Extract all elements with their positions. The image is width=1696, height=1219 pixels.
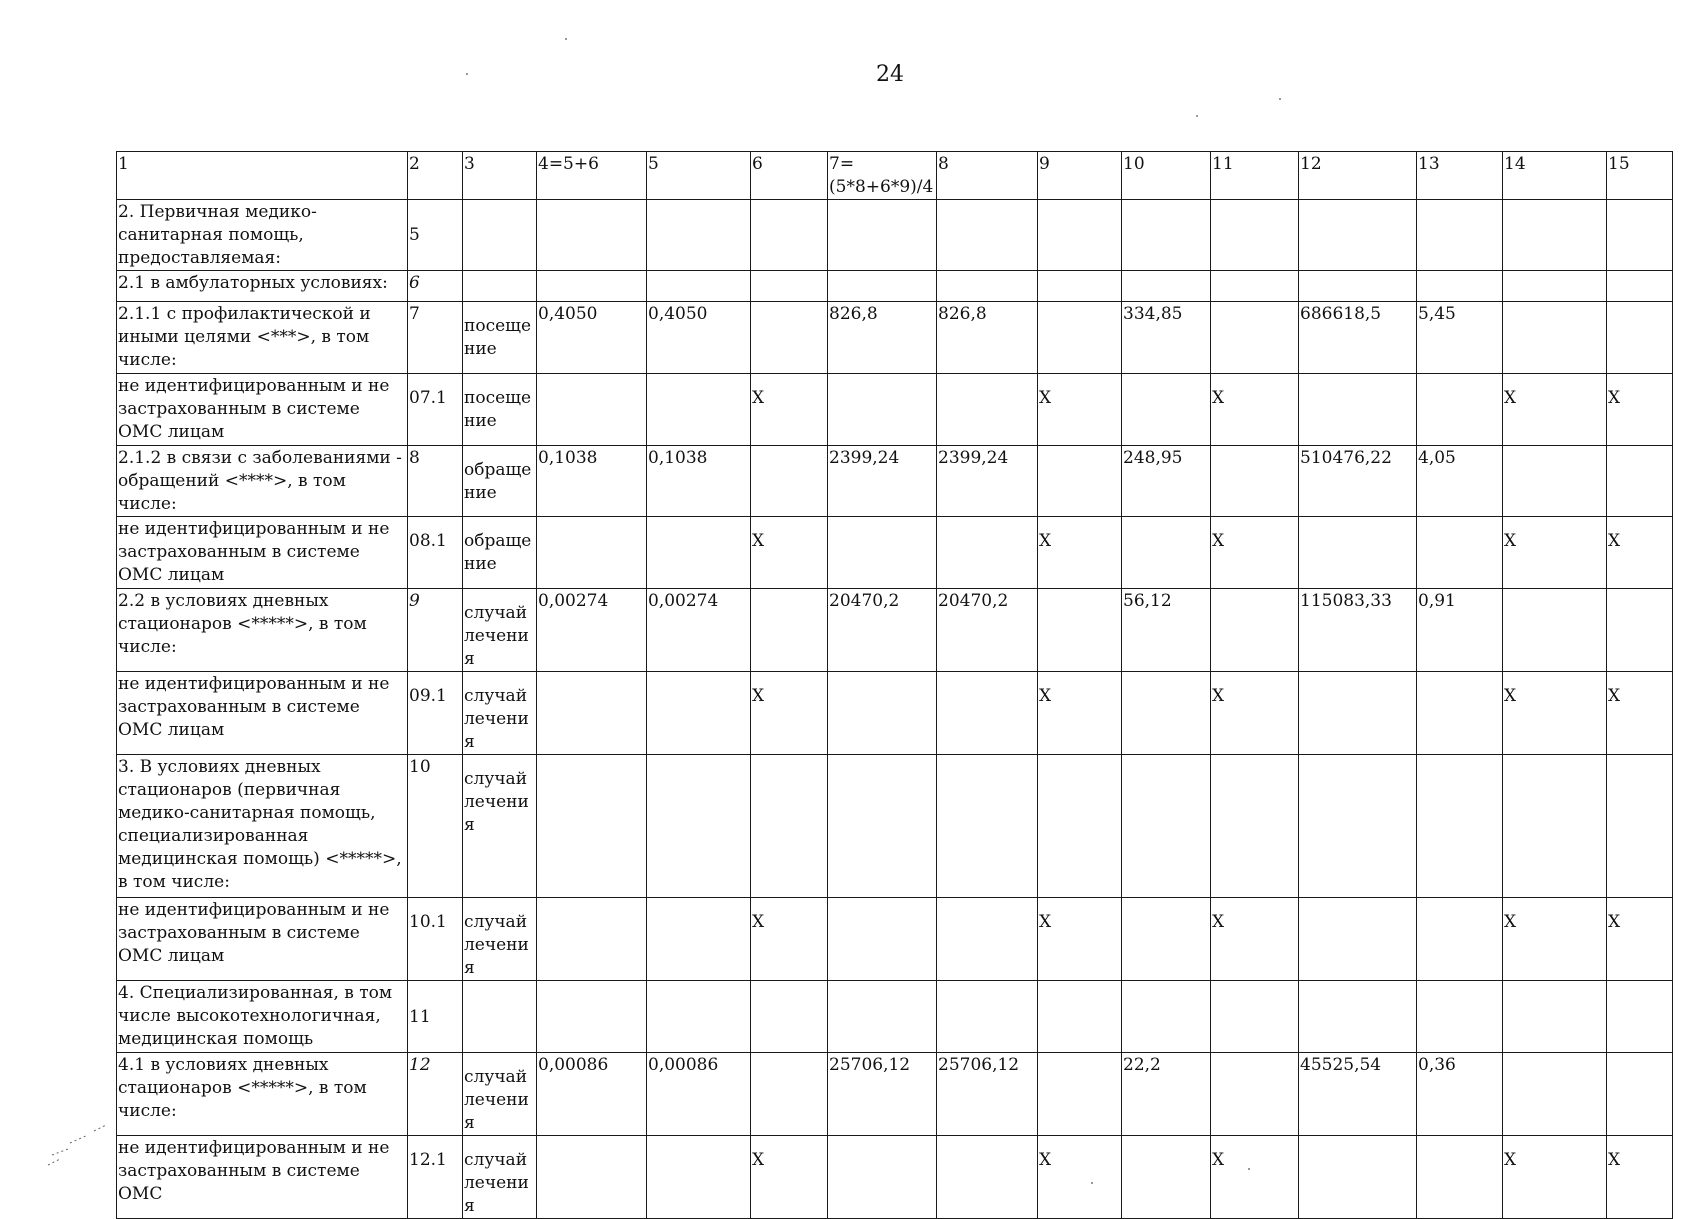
row-code-cell: 09.1	[408, 672, 463, 755]
row-value-cell	[828, 374, 937, 446]
row-unit-cell	[463, 200, 537, 271]
row-value-cell	[1211, 302, 1299, 374]
row-value-cell	[937, 1136, 1038, 1219]
header-cell: 3	[463, 152, 537, 200]
row-name-cell: 3. В условиях дневных стационаров (первичная медико-санитарная помощь, специализированная медицинская помощь) <*****>, в том числе:	[117, 755, 408, 898]
header-cell: 2	[408, 152, 463, 200]
row-value-cell: 0,4050	[537, 302, 647, 374]
row-name-cell: не идентифицированным и не застрахованным в системе ОМС лицам	[117, 898, 408, 981]
row-value-cell	[937, 517, 1038, 589]
table-row	[117, 981, 1673, 1053]
row-value-cell	[937, 898, 1038, 981]
row-value-cell: 5,45	[1417, 302, 1503, 374]
row-value-cell	[828, 517, 937, 589]
row-value-cell: X	[1503, 1136, 1607, 1219]
row-value-cell: X	[1211, 374, 1299, 446]
row-value-cell: X	[1038, 672, 1122, 755]
table-row	[117, 1053, 1673, 1136]
row-value-cell	[1299, 517, 1417, 589]
row-code-cell: 7	[408, 302, 463, 374]
row-value-cell	[1122, 672, 1211, 755]
row-value-cell	[828, 981, 937, 1053]
row-value-cell	[751, 589, 828, 672]
row-unit-cell: случай лечения	[463, 755, 537, 898]
row-value-cell	[647, 981, 751, 1053]
row-value-cell	[537, 517, 647, 589]
row-value-cell: 0,1038	[537, 446, 647, 517]
row-value-cell	[937, 755, 1038, 898]
row-value-cell	[937, 200, 1038, 271]
row-value-cell: 686618,5	[1299, 302, 1417, 374]
row-value-cell: 45525,54	[1299, 1053, 1417, 1136]
row-name-cell: 4. Специализированная, в том числе высокотехнологичная, медицинская помощь	[117, 981, 408, 1053]
table-row	[117, 446, 1673, 517]
row-value-cell: 0,4050	[647, 302, 751, 374]
header-cell: 4=5+6	[537, 152, 647, 200]
row-value-cell	[1038, 271, 1122, 302]
row-value-cell	[828, 898, 937, 981]
row-value-cell	[647, 672, 751, 755]
row-value-cell	[1211, 200, 1299, 271]
row-code-cell: 10	[408, 755, 463, 898]
row-value-cell: 0,91	[1417, 589, 1503, 672]
header-cell: 1	[117, 152, 408, 200]
row-value-cell: X	[1211, 517, 1299, 589]
table-row	[117, 898, 1673, 981]
row-value-cell: 826,8	[828, 302, 937, 374]
row-value-cell	[1503, 589, 1607, 672]
row-value-cell	[647, 517, 751, 589]
row-value-cell	[937, 981, 1038, 1053]
row-value-cell	[1417, 271, 1503, 302]
table-row	[117, 589, 1673, 672]
row-value-cell	[647, 898, 751, 981]
header-cell: 9	[1038, 152, 1122, 200]
row-value-cell	[1503, 446, 1607, 517]
row-value-cell	[1299, 200, 1417, 271]
row-value-cell	[537, 200, 647, 271]
row-value-cell: X	[751, 898, 828, 981]
row-value-cell: 22,2	[1122, 1053, 1211, 1136]
row-value-cell: X	[751, 374, 828, 446]
row-value-cell	[751, 302, 828, 374]
row-value-cell: 20470,2	[828, 589, 937, 672]
row-unit-cell: случай лечения	[463, 898, 537, 981]
row-value-cell	[1122, 271, 1211, 302]
row-name-cell: 2. Первичная медико-санитарная помощь, предоставляемая:	[117, 200, 408, 271]
row-value-cell	[1122, 374, 1211, 446]
row-value-cell	[1607, 271, 1673, 302]
header-cell: 8	[937, 152, 1038, 200]
row-value-cell	[937, 672, 1038, 755]
row-value-cell	[1503, 271, 1607, 302]
row-value-cell: 4,05	[1417, 446, 1503, 517]
row-value-cell	[1038, 446, 1122, 517]
row-value-cell	[537, 981, 647, 1053]
row-value-cell	[1038, 1053, 1122, 1136]
row-unit-cell: случай лечения	[463, 589, 537, 672]
row-value-cell	[1299, 672, 1417, 755]
row-value-cell	[751, 446, 828, 517]
row-unit-cell: случай лечения	[463, 1136, 537, 1219]
row-unit-cell: обращение	[463, 446, 537, 517]
row-value-cell	[1607, 981, 1673, 1053]
row-value-cell: X	[1607, 374, 1673, 446]
header-cell: 6	[751, 152, 828, 200]
row-value-cell: 826,8	[937, 302, 1038, 374]
row-value-cell	[1607, 589, 1673, 672]
row-value-cell	[937, 374, 1038, 446]
row-value-cell	[1607, 755, 1673, 898]
row-value-cell: X	[1211, 1136, 1299, 1219]
row-value-cell	[828, 672, 937, 755]
scan-speck	[466, 73, 468, 75]
row-value-cell	[1417, 672, 1503, 755]
row-value-cell: 56,12	[1122, 589, 1211, 672]
row-code-cell: 10.1	[408, 898, 463, 981]
row-code-cell: 07.1	[408, 374, 463, 446]
scan-speck	[1196, 115, 1198, 117]
row-code-cell: 12.1	[408, 1136, 463, 1219]
row-name-cell: не идентифицированным и не застрахованным в системе ОМС лицам	[117, 374, 408, 446]
row-value-cell	[647, 271, 751, 302]
row-value-cell	[1503, 981, 1607, 1053]
row-value-cell: X	[1211, 672, 1299, 755]
row-value-cell	[647, 755, 751, 898]
table-row	[117, 200, 1673, 271]
row-value-cell: X	[1503, 374, 1607, 446]
row-value-cell	[647, 200, 751, 271]
row-value-cell	[1299, 898, 1417, 981]
row-value-cell	[1417, 1136, 1503, 1219]
row-value-cell	[1417, 374, 1503, 446]
row-value-cell: 25706,12	[828, 1053, 937, 1136]
header-cell: 15	[1607, 152, 1673, 200]
row-value-cell: X	[1607, 672, 1673, 755]
row-value-cell	[1607, 1053, 1673, 1136]
row-value-cell	[1607, 446, 1673, 517]
row-value-cell	[1299, 755, 1417, 898]
row-value-cell	[828, 755, 937, 898]
row-value-cell	[1122, 517, 1211, 589]
row-name-cell: 2.2 в условиях дневных стационаров <*****>, в том числе:	[117, 589, 408, 672]
table-row	[117, 271, 1673, 302]
row-value-cell: 510476,22	[1299, 446, 1417, 517]
table-row	[117, 374, 1673, 446]
row-name-cell: не идентифицированным и не застрахованным в системе ОМС лицам	[117, 517, 408, 589]
row-value-cell	[1417, 755, 1503, 898]
table-header-row	[117, 152, 1673, 200]
row-code-cell: 08.1	[408, 517, 463, 589]
row-value-cell	[537, 374, 647, 446]
row-code-cell: 9	[408, 589, 463, 672]
row-value-cell	[1417, 200, 1503, 271]
table-row	[117, 302, 1673, 374]
row-value-cell	[1417, 898, 1503, 981]
row-value-cell	[1503, 200, 1607, 271]
row-unit-cell: обращение	[463, 517, 537, 589]
row-unit-cell	[463, 981, 537, 1053]
row-value-cell	[1038, 302, 1122, 374]
table-body	[117, 200, 1673, 1219]
row-value-cell	[1607, 200, 1673, 271]
row-value-cell	[751, 755, 828, 898]
row-value-cell	[1211, 981, 1299, 1053]
row-value-cell: 0,36	[1417, 1053, 1503, 1136]
table-row	[117, 672, 1673, 755]
row-value-cell	[537, 755, 647, 898]
row-value-cell	[1417, 981, 1503, 1053]
row-code-cell: 5	[408, 200, 463, 271]
row-value-cell	[1038, 589, 1122, 672]
row-value-cell: X	[1038, 374, 1122, 446]
row-value-cell: 0,00086	[537, 1053, 647, 1136]
header-cell: 14	[1503, 152, 1607, 200]
row-value-cell: X	[1607, 1136, 1673, 1219]
table-row	[117, 1136, 1673, 1219]
scan-mark	[40, 1115, 120, 1175]
row-code-cell: 11	[408, 981, 463, 1053]
table-row	[117, 755, 1673, 898]
scan-speck	[1248, 1168, 1250, 1170]
row-value-cell	[1122, 755, 1211, 898]
row-value-cell: 2399,24	[937, 446, 1038, 517]
row-value-cell: 334,85	[1122, 302, 1211, 374]
row-value-cell	[1503, 1053, 1607, 1136]
row-value-cell: X	[1038, 898, 1122, 981]
header-cell: 13	[1417, 152, 1503, 200]
row-value-cell	[828, 200, 937, 271]
row-name-cell: не идентифицированным и не застрахованным в системе ОМС лицам	[117, 672, 408, 755]
row-unit-cell: случай лечения	[463, 1053, 537, 1136]
row-value-cell: 0,00274	[647, 589, 751, 672]
row-value-cell: X	[751, 1136, 828, 1219]
row-value-cell: X	[1503, 672, 1607, 755]
row-value-cell: 248,95	[1122, 446, 1211, 517]
data-table	[116, 151, 1673, 1219]
row-value-cell	[1299, 374, 1417, 446]
row-value-cell	[1503, 302, 1607, 374]
row-value-cell	[828, 271, 937, 302]
row-value-cell: X	[1503, 898, 1607, 981]
row-value-cell	[1038, 755, 1122, 898]
header-cell: 10	[1122, 152, 1211, 200]
row-value-cell: X	[1607, 517, 1673, 589]
row-value-cell	[1038, 981, 1122, 1053]
row-value-cell: X	[751, 517, 828, 589]
header-cell: 12	[1299, 152, 1417, 200]
row-code-cell: 6	[408, 271, 463, 302]
row-value-cell	[1299, 981, 1417, 1053]
row-value-cell: 0,00086	[647, 1053, 751, 1136]
header-cell: 7= (5*8+6*9)/4	[828, 152, 937, 200]
row-value-cell	[537, 271, 647, 302]
row-value-cell	[1417, 517, 1503, 589]
row-value-cell	[1299, 1136, 1417, 1219]
row-value-cell	[751, 981, 828, 1053]
row-value-cell	[1299, 271, 1417, 302]
row-name-cell: 2.1 в амбулаторных условиях:	[117, 271, 408, 302]
row-value-cell	[751, 200, 828, 271]
row-value-cell: X	[1503, 517, 1607, 589]
row-value-cell	[1122, 1136, 1211, 1219]
row-value-cell: X	[1038, 517, 1122, 589]
scan-speck	[1091, 1182, 1093, 1184]
row-value-cell	[647, 374, 751, 446]
row-value-cell	[537, 672, 647, 755]
row-value-cell	[1503, 755, 1607, 898]
row-unit-cell	[463, 271, 537, 302]
row-value-cell: 115083,33	[1299, 589, 1417, 672]
row-code-cell: 12	[408, 1053, 463, 1136]
row-value-cell: 2399,24	[828, 446, 937, 517]
row-name-cell: не идентифицированным и не застрахованным в системе ОМС	[117, 1136, 408, 1219]
scan-speck	[565, 38, 567, 40]
row-unit-cell: посещение	[463, 302, 537, 374]
row-unit-cell: случай лечения	[463, 672, 537, 755]
row-value-cell	[1607, 302, 1673, 374]
row-value-cell: X	[1211, 898, 1299, 981]
row-value-cell	[537, 898, 647, 981]
row-value-cell	[751, 271, 828, 302]
row-value-cell: X	[751, 672, 828, 755]
row-value-cell	[1122, 981, 1211, 1053]
row-name-cell: 2.1.1 с профилактической и иными целями <***>, в том числе:	[117, 302, 408, 374]
row-value-cell	[1211, 1053, 1299, 1136]
table-row	[117, 517, 1673, 589]
row-value-cell	[1038, 200, 1122, 271]
row-value-cell	[537, 1136, 647, 1219]
header-cell: 11	[1211, 152, 1299, 200]
row-value-cell	[1211, 271, 1299, 302]
row-value-cell: 0,00274	[537, 589, 647, 672]
row-value-cell	[937, 271, 1038, 302]
row-name-cell: 4.1 в условиях дневных стационаров <*****>, в том числе:	[117, 1053, 408, 1136]
header-cell: 5	[647, 152, 751, 200]
row-value-cell	[751, 1053, 828, 1136]
row-value-cell: 0,1038	[647, 446, 751, 517]
row-value-cell	[828, 1136, 937, 1219]
scan-speck	[1279, 98, 1281, 100]
row-value-cell	[647, 1136, 751, 1219]
row-code-cell: 8	[408, 446, 463, 517]
row-value-cell: X	[1038, 1136, 1122, 1219]
row-value-cell	[1122, 200, 1211, 271]
row-value-cell	[1211, 755, 1299, 898]
row-value-cell	[1122, 898, 1211, 981]
page-number: 24	[876, 62, 904, 87]
row-value-cell: X	[1607, 898, 1673, 981]
row-value-cell	[1211, 446, 1299, 517]
row-value-cell	[1211, 589, 1299, 672]
row-value-cell: 20470,2	[937, 589, 1038, 672]
row-name-cell: 2.1.2 в связи с заболеваниями - обращений <****>, в том числе:	[117, 446, 408, 517]
row-unit-cell: посещение	[463, 374, 537, 446]
row-value-cell: 25706,12	[937, 1053, 1038, 1136]
